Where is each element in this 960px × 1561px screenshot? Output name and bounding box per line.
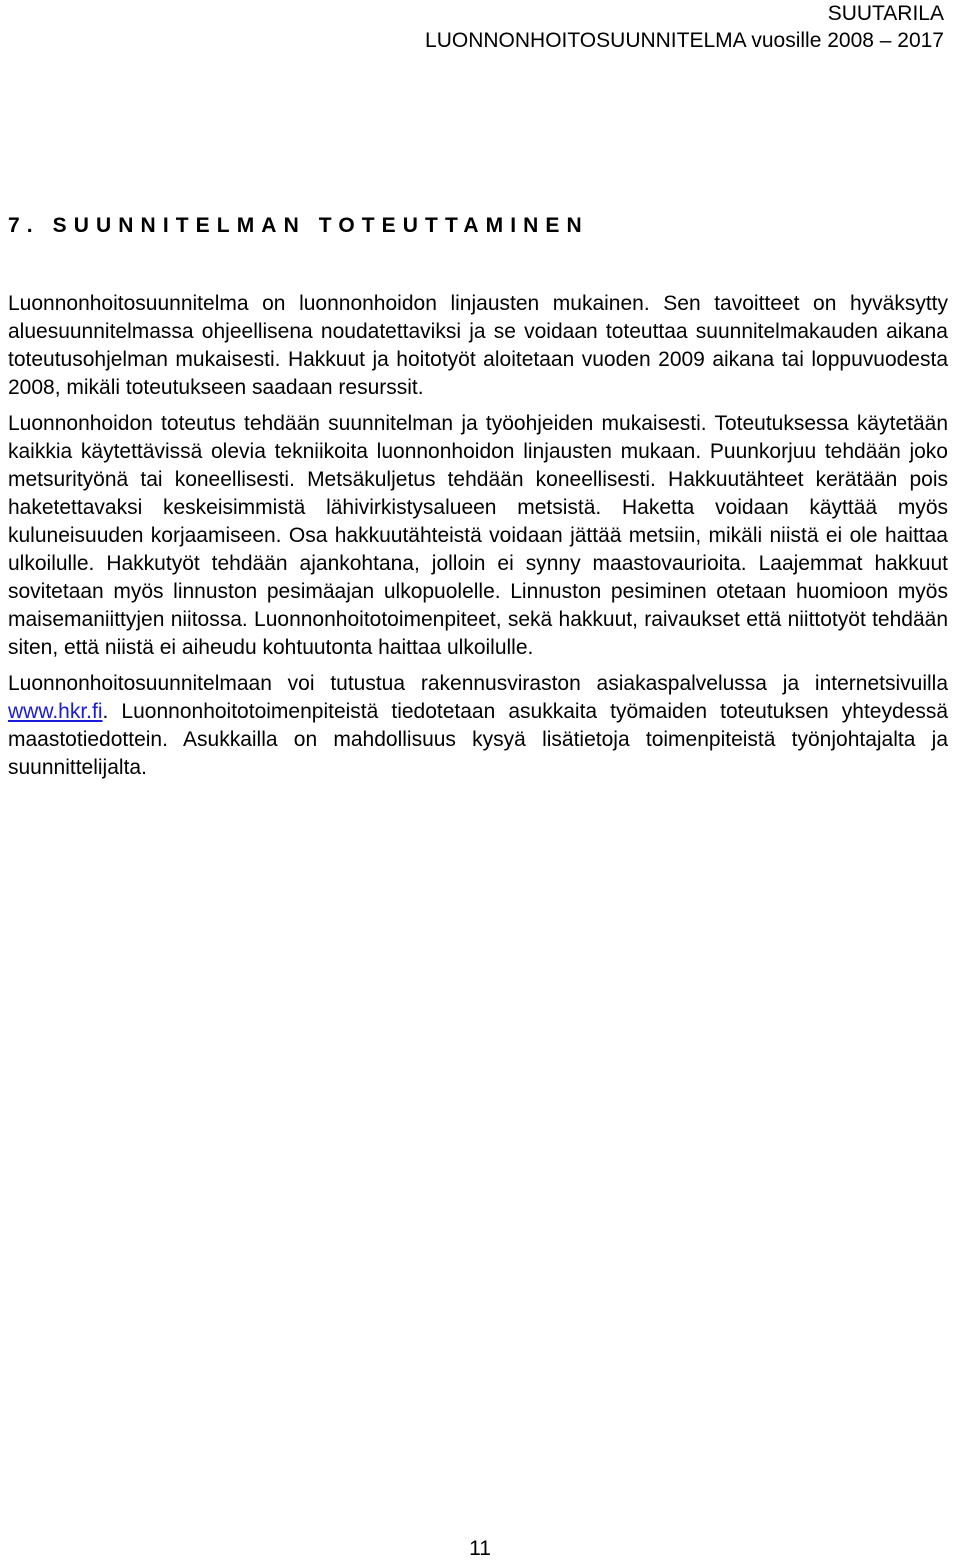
paragraph-info-text-end: . Luonnonhoitotoimenpiteistä tiedotetaan asukkaita työmaiden toteutuksen yhteydessä maastotiedottein. Asukkailla on mahdollisuus kysyä lisätietoja toimenpiteistä työnjohtajalta ja suunnittelijalta. (8, 700, 948, 779)
page-number: 11 (469, 1537, 491, 1560)
paragraph-plan-goals: Luonnonhoitosuunnitelma on luonnonhoidon linjausten mukainen. Sen tavoitteet on hyväksytty aluesuunnitelmassa ohjeellisena noudatettaviksi ja se voidaan toteuttaa suunnitelmakauden aikana toteutusohjelman mukaisesti. Hakkuut ja hoitotyöt aloitetaan vuoden 2009 aikana tai loppuvuodesta 2008, mikäli toteutukseen saadaan resurssit. (8, 292, 948, 399)
section-heading: 7. SUUNNITELMAN TOTEUTTAMINEN (8, 214, 589, 237)
paragraph-public-info (8, 670, 948, 782)
page-header (425, 0, 944, 54)
header-document-title: LUONNONHOITOSUUNNITELMA vuosille 2008 – 2017 (425, 29, 944, 52)
header-location: SUUTARILA (827, 2, 944, 25)
body-text (8, 290, 948, 790)
hkr-website-link[interactable]: www.hkr.fi (8, 700, 103, 723)
paragraph-implementation: Luonnonhoidon toteutus tehdään suunnitelman ja työohjeiden mukaisesti. Toteutuksessa käytetään kaikkia käytettävissä olevia tekniikoita luonnonhoidon linjausten mukaan. Puunkorjuu tehdään joko metsurityönä tai koneellisesti. Metsäkuljetus tehdään koneellisesti. Hakkuutähteet kerätään pois haketettavaksi keskeisimmistä lähivirkistysalueen metsistä. Haketta voidaan käyttää myös kuluneisuuden korjaamiseen. Osa hakkuutähteistä voidaan jättää metsiin, mikäli niistä ei ole haittaa ulkoilulle. Hakkutyöt tehdään ajankohtana, jolloin ei synny maastovaurioita. Laajemmat hakkuut sovitetaan myös linnuston pesimäajan ulkopuolelle. Linnuston pesiminen otetaan huomioon myös maisemaniittyjen niitossa. Luonnonhoitotoimenpiteet, sekä hakkuut, raivaukset että niittotyöt tehdään siten, että niistä ei aiheudu kohtuutonta haittaa ulkoilulle. (8, 412, 948, 659)
paragraph-info-text-start: Luonnonhoitosuunnitelmaan voi tutustua rakennusviraston asiakaspalvelussa ja internetsivuilla (8, 672, 948, 695)
